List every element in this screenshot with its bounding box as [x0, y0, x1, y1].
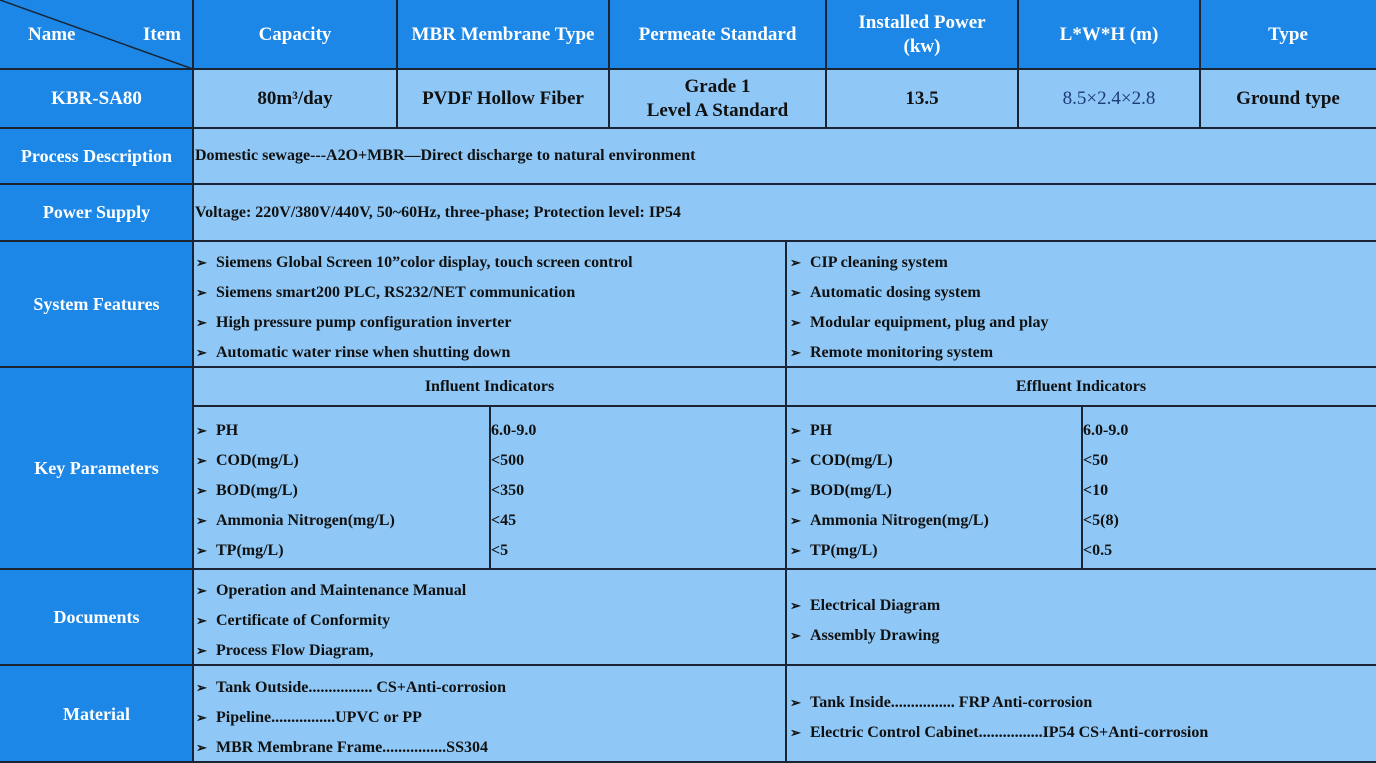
- bullet-arrow-icon: ➢: [196, 543, 207, 558]
- bullet-arrow-icon: ➢: [790, 483, 801, 498]
- effluent-param: ➢ PH: [790, 422, 833, 439]
- influent-param: ➢ PH: [196, 422, 239, 439]
- material-left-item: ➢ Pipeline................UPVC or PP: [196, 709, 422, 726]
- grid-line: [396, 0, 398, 128]
- bullet-arrow-icon: ➢: [790, 315, 801, 330]
- influent-title: Influent Indicators: [424, 377, 555, 395]
- bullet-arrow-icon: ➢: [790, 345, 801, 360]
- standard-line1: Grade 1: [684, 75, 751, 97]
- bullet-arrow-icon: ➢: [196, 255, 207, 270]
- grid-line: [192, 0, 194, 763]
- bullet-arrow-icon: ➢: [196, 613, 207, 628]
- dimensions-header: L*W*H (m): [1018, 0, 1200, 69]
- grid-line: [1081, 406, 1083, 569]
- name-label: Name: [28, 24, 76, 45]
- material-left-item: ➢ MBR Membrane Frame................SS304: [196, 739, 488, 756]
- document-right-item: ➢ Electrical Diagram: [790, 597, 941, 614]
- document-right-item: ➢ Assembly Drawing: [790, 627, 940, 644]
- features-label: System Features: [0, 241, 193, 367]
- permeate-standard-header: Permeate Standard: [609, 0, 826, 69]
- documents-label: Documents: [0, 569, 193, 665]
- influent-value: 6.0-9.0: [491, 422, 537, 439]
- feature-right-item: ➢ Automatic dosing system: [790, 284, 981, 301]
- bullet-arrow-icon: ➢: [196, 423, 207, 438]
- bullet-arrow-icon: ➢: [790, 513, 801, 528]
- document-left-item: ➢ Operation and Maintenance Manual: [196, 582, 467, 599]
- bullet-arrow-icon: ➢: [790, 255, 801, 270]
- influent-value: <45: [491, 512, 517, 529]
- influent-value: <350: [491, 482, 525, 499]
- feature-right-item: ➢ Modular equipment, plug and play: [790, 314, 1049, 331]
- grid-line: [1199, 0, 1201, 128]
- grid-line: [0, 568, 1376, 570]
- effluent-param: ➢ Ammonia Nitrogen(mg/L): [790, 512, 989, 529]
- feature-left-item: ➢ Siemens smart200 PLC, RS232/NET communication: [196, 284, 576, 301]
- process-text: Domestic sewage---A2O+MBR—Direct discharge to natural environment: [193, 128, 1376, 184]
- membrane-type-header: MBR Membrane Type: [397, 0, 609, 69]
- bullet-arrow-icon: ➢: [196, 453, 207, 468]
- grid-line: [0, 68, 1376, 70]
- bullet-arrow-icon: ➢: [196, 643, 207, 658]
- feature-left-item: ➢ Siemens Global Screen 10”color display, touch screen control: [196, 254, 633, 271]
- model-membrane-type: PVDF Hollow Fiber: [397, 69, 609, 128]
- influent-value: <5: [491, 542, 509, 559]
- capacity-header: Capacity: [193, 0, 397, 69]
- material-right-item: ➢ Electric Control Cabinet................IP54 CS+Anti-corrosion: [790, 724, 1209, 741]
- bullet-arrow-icon: ➢: [196, 710, 207, 725]
- material-left-item: ➢ Tank Outside................ CS+Anti-corrosion: [196, 679, 507, 696]
- effluent-param: ➢ BOD(mg/L): [790, 482, 892, 499]
- effluent-param: ➢ COD(mg/L): [790, 452, 893, 469]
- installed-power-header: [826, 0, 1018, 69]
- process-label: Process Description: [0, 128, 193, 184]
- bullet-arrow-icon: ➢: [196, 583, 207, 598]
- grid-line: [0, 183, 1376, 185]
- bullet-arrow-icon: ➢: [790, 543, 801, 558]
- bullet-arrow-icon: ➢: [196, 680, 207, 695]
- effluent-param: ➢ TP(mg/L): [790, 542, 878, 559]
- effluent-value: 6.0-9.0: [1083, 422, 1129, 439]
- bullet-arrow-icon: ➢: [196, 315, 207, 330]
- grid-line: [0, 664, 1376, 666]
- bullet-arrow-icon: ➢: [790, 725, 801, 740]
- feature-right-item: ➢ Remote monitoring system: [790, 344, 994, 361]
- grid-line: [0, 366, 1376, 368]
- influent-param: ➢ TP(mg/L): [196, 542, 284, 559]
- bullet-arrow-icon: ➢: [790, 695, 801, 710]
- effluent-value: <0.5: [1083, 542, 1113, 559]
- document-left-item: ➢ Process Flow Diagram,: [196, 642, 374, 659]
- model-dimensions: 8.5×2.4×2.8: [1018, 69, 1200, 128]
- material-label: Material: [0, 665, 193, 763]
- bullet-arrow-icon: ➢: [196, 483, 207, 498]
- bullet-arrow-icon: ➢: [196, 740, 207, 755]
- bullet-arrow-icon: ➢: [196, 285, 207, 300]
- model-power: 13.5: [826, 69, 1018, 128]
- grid-line: [0, 240, 1376, 242]
- power-supply-label: Power Supply: [0, 184, 193, 241]
- type-header: Type: [1200, 0, 1376, 69]
- effluent-value: <10: [1083, 482, 1109, 499]
- name-item-header: [0, 0, 193, 69]
- effluent-title: Effluent Indicators: [1015, 377, 1147, 395]
- effluent-value: <50: [1083, 452, 1109, 469]
- model-type: Ground type: [1200, 69, 1376, 128]
- influent-value: <500: [491, 452, 525, 469]
- model-capacity: 80m³/day: [193, 69, 397, 128]
- bullet-arrow-icon: ➢: [196, 513, 207, 528]
- grid-line: [0, 127, 1376, 129]
- bullet-arrow-icon: ➢: [790, 598, 801, 613]
- bullet-arrow-icon: ➢: [196, 345, 207, 360]
- model-standard: [609, 69, 826, 128]
- bullet-arrow-icon: ➢: [790, 628, 801, 643]
- model-name: KBR-SA80: [0, 69, 193, 128]
- bullet-arrow-icon: ➢: [790, 285, 801, 300]
- installed-power-line1: Installed Power: [858, 11, 986, 33]
- feature-right-item: ➢ CIP cleaning system: [790, 254, 948, 271]
- effluent-value: <5(8): [1083, 512, 1119, 529]
- feature-left-item: ➢ Automatic water rinse when shutting down: [196, 344, 511, 361]
- material-right-item: ➢ Tank Inside................ FRP Anti-corrosion: [790, 694, 1093, 711]
- bullet-arrow-icon: ➢: [790, 453, 801, 468]
- influent-param: ➢ Ammonia Nitrogen(mg/L): [196, 512, 395, 529]
- power-supply-text: Voltage: 220V/380V/440V, 50~60Hz, three-phase; Protection level: IP54: [193, 184, 1376, 241]
- item-label: Item: [143, 24, 181, 45]
- installed-power-line2: (kw): [903, 35, 941, 57]
- grid-line: [1017, 0, 1019, 128]
- feature-left-item: ➢ High pressure pump configuration inverter: [196, 314, 512, 331]
- bullet-arrow-icon: ➢: [790, 423, 801, 438]
- influent-param: ➢ BOD(mg/L): [196, 482, 298, 499]
- grid-line: [608, 0, 610, 128]
- parameters-label: Key Parameters: [0, 367, 193, 569]
- grid-line: [489, 406, 491, 569]
- grid-line: [825, 0, 827, 128]
- document-left-item: ➢ Certificate of Conformity: [196, 612, 391, 629]
- grid-line: [785, 241, 787, 763]
- influent-param: ➢ COD(mg/L): [196, 452, 299, 469]
- standard-line2: Level A Standard: [646, 99, 789, 121]
